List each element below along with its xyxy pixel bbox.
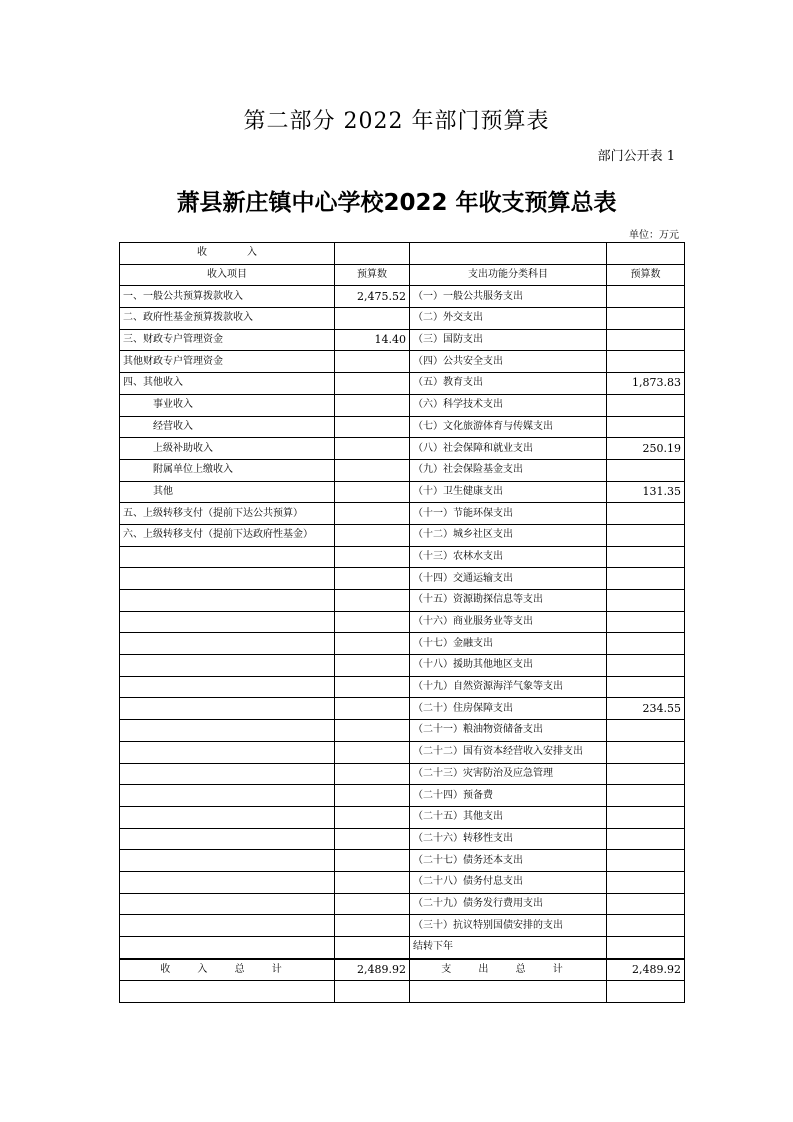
income-value-cell [335, 850, 410, 872]
income-item-cell: 经营收入 [120, 416, 335, 438]
form-number: 部门公开表 1 [597, 149, 675, 164]
income-item-cell [120, 546, 335, 568]
expenditure-item-cell: （二十九）债务发行费用支出 [410, 893, 607, 915]
income-value-cell [335, 741, 410, 763]
income-value-cell [335, 524, 410, 546]
income-item-cell [120, 698, 335, 720]
table-row [120, 286, 685, 308]
expenditure-item-cell: （十一）节能环保支出 [410, 503, 607, 525]
expenditure-item-cell: （十九）自然资源海洋气象等支出 [410, 676, 607, 698]
income-value-cell: 2,475.52 [335, 286, 410, 308]
income-item-cell: 一、一般公共预算拨款收入 [120, 286, 335, 308]
expenditure-value-cell [607, 720, 685, 742]
income-item-cell [120, 720, 335, 742]
income-value-cell [335, 503, 410, 525]
expenditure-item-cell: （五）教育支出 [410, 373, 607, 395]
main-title: 萧县新庄镇中心学校2022 年收支预算总表 [176, 190, 617, 216]
expenditure-value-cell [607, 871, 685, 893]
income-value-cell [335, 828, 410, 850]
expenditure-value-cell: 250.19 [607, 438, 685, 460]
expenditure-value-cell [607, 308, 685, 330]
expenditure-value-cell [607, 850, 685, 872]
income-item-cell: 三、财政专户管理资金 [120, 329, 335, 351]
table-row [120, 806, 685, 828]
income-value-cell: 14.40 [335, 329, 410, 351]
income-item-cell: 五、上级转移支付（提前下达公共预算） [120, 503, 335, 525]
expenditure-value-cell [607, 806, 685, 828]
expenditure-item-cell: （二十二）国有资本经营收入安排支出 [410, 741, 607, 763]
income-item-cell [120, 871, 335, 893]
table-row [120, 590, 685, 612]
income-value-cell [335, 633, 410, 655]
income-item-cell: 六、上级转移支付（提前下达政府性基金） [120, 524, 335, 546]
income-item-cell: 上级补助收入 [120, 438, 335, 460]
income-item-cell [120, 806, 335, 828]
expenditure-item-cell: （二十）住房保障支出 [410, 698, 607, 720]
table-row [120, 698, 685, 720]
table-row [120, 568, 685, 590]
income-item-cell: 二、政府性基金预算拨款收入 [120, 308, 335, 330]
expenditure-value-cell [607, 329, 685, 351]
budget-table [119, 242, 685, 1003]
income-item-cell [120, 568, 335, 590]
income-item-cell [120, 937, 335, 959]
table-row [120, 438, 685, 460]
income-item-cell [120, 611, 335, 633]
header-empty-cell [607, 243, 685, 265]
income-item-cell [120, 741, 335, 763]
income-item-cell: 附属单位上缴收入 [120, 459, 335, 481]
table-row [120, 459, 685, 481]
income-value-cell [335, 785, 410, 807]
expenditure-item-cell: （二十一）粮油物资储备支出 [410, 720, 607, 742]
income-value-cell [335, 893, 410, 915]
income-value-cell [335, 611, 410, 633]
income-value-cell [335, 481, 410, 503]
income-item-cell [120, 850, 335, 872]
empty-cell [607, 981, 685, 1003]
expenditure-item-cell: （一）一般公共服务支出 [410, 286, 607, 308]
table-row [120, 937, 685, 959]
totals-row [120, 959, 685, 981]
table-row [120, 893, 685, 915]
expenditure-value-cell [607, 785, 685, 807]
income-item-cell [120, 828, 335, 850]
expenditure-value-cell [607, 459, 685, 481]
income-item-cell [120, 915, 335, 937]
empty-row [120, 981, 685, 1003]
income-item-cell [120, 676, 335, 698]
expenditure-value-cell [607, 394, 685, 416]
income-value-cell [335, 915, 410, 937]
expenditure-item-cell: （十三）农林水支出 [410, 546, 607, 568]
expenditure-item-cell: （二十八）债务付息支出 [410, 871, 607, 893]
expenditure-total-label: 支 出 总 计 [410, 959, 607, 981]
income-value-cell [335, 763, 410, 785]
expenditure-value-cell [607, 568, 685, 590]
expenditure-total-value: 2,489.92 [607, 959, 685, 981]
income-value-cell [335, 676, 410, 698]
table-row [120, 394, 685, 416]
income-item-cell [120, 590, 335, 612]
table-row [120, 720, 685, 742]
budget-amount-header: 预算数 [335, 264, 410, 286]
header-row-columns [120, 264, 685, 286]
unit-label: 单位：万元 [629, 230, 679, 241]
expenditure-value-cell [607, 915, 685, 937]
income-item-header: 收入项目 [120, 264, 335, 286]
income-item-cell [120, 893, 335, 915]
expenditure-item-cell: （十七）金融支出 [410, 633, 607, 655]
expenditure-value-cell [607, 655, 685, 677]
empty-cell [335, 981, 410, 1003]
income-value-cell [335, 806, 410, 828]
expenditure-value-cell: 131.35 [607, 481, 685, 503]
table-row [120, 655, 685, 677]
income-value-cell [335, 373, 410, 395]
header-empty-cell [335, 243, 410, 265]
expenditure-value-cell: 234.55 [607, 698, 685, 720]
table-row [120, 850, 685, 872]
table-row [120, 611, 685, 633]
table-row [120, 546, 685, 568]
income-item-cell [120, 763, 335, 785]
income-value-cell [335, 871, 410, 893]
expenditure-value-cell [607, 590, 685, 612]
income-item-cell: 其他财政专户管理资金 [120, 351, 335, 373]
expenditure-value-cell [607, 503, 685, 525]
expenditure-value-cell [607, 546, 685, 568]
income-value-cell [335, 438, 410, 460]
table-row [120, 828, 685, 850]
expenditure-item-cell: （二十三）灾害防治及应急管理 [410, 763, 607, 785]
part-title: 第二部分 2022 年部门预算表 [243, 109, 550, 134]
expenditure-item-cell: （四）公共安全支出 [410, 351, 607, 373]
expenditure-value-cell [607, 416, 685, 438]
expenditure-value-cell [607, 937, 685, 959]
expenditure-item-header: 支出功能分类科目 [410, 264, 607, 286]
income-item-cell: 四、其他收入 [120, 373, 335, 395]
table-row [120, 785, 685, 807]
expenditure-item-cell: （十六）商业服务业等支出 [410, 611, 607, 633]
table-row [120, 915, 685, 937]
empty-cell [120, 981, 335, 1003]
table-row [120, 741, 685, 763]
table-row [120, 676, 685, 698]
table-row [120, 481, 685, 503]
table-row [120, 524, 685, 546]
expenditure-item-cell: （三十）抗议特别国债安排的支出 [410, 915, 607, 937]
table-row [120, 633, 685, 655]
expenditure-item-cell: （十四）交通运输支出 [410, 568, 607, 590]
expenditure-value-cell: 1,873.83 [607, 373, 685, 395]
expenditure-item-cell: （六）科学技术支出 [410, 394, 607, 416]
income-item-cell [120, 633, 335, 655]
income-value-cell [335, 394, 410, 416]
expenditure-item-cell: （二）外交支出 [410, 308, 607, 330]
income-item-cell [120, 785, 335, 807]
income-value-cell [335, 937, 410, 959]
expenditure-item-cell: （七）文化旅游体育与传媒支出 [410, 416, 607, 438]
expenditure-value-cell [607, 741, 685, 763]
table-row [120, 351, 685, 373]
income-total-value: 2,489.92 [335, 959, 410, 981]
expenditure-item-cell: （二十四）预备费 [410, 785, 607, 807]
table-row [120, 373, 685, 395]
empty-cell [410, 981, 607, 1003]
income-value-cell [335, 590, 410, 612]
expenditure-value-cell [607, 524, 685, 546]
expenditure-value-cell [607, 828, 685, 850]
table-row [120, 308, 685, 330]
expenditure-item-cell: （二十五）其他支出 [410, 806, 607, 828]
expenditure-value-cell [607, 633, 685, 655]
header-row-income [120, 243, 685, 265]
income-value-cell [335, 351, 410, 373]
expenditure-value-cell [607, 893, 685, 915]
income-value-cell [335, 655, 410, 677]
table-row [120, 416, 685, 438]
expenditure-item-cell: （十五）资源勘探信息等支出 [410, 590, 607, 612]
income-total-label: 收 入 总 计 [120, 959, 335, 981]
expenditure-value-cell [607, 351, 685, 373]
expenditure-item-cell: （十八）援助其他地区支出 [410, 655, 607, 677]
expenditure-item-cell: （二十七）债务还本支出 [410, 850, 607, 872]
table-row [120, 871, 685, 893]
income-item-cell: 事业收入 [120, 394, 335, 416]
income-value-cell [335, 416, 410, 438]
table-row [120, 329, 685, 351]
budget-table-body [120, 243, 685, 1003]
income-header: 收 入 [120, 243, 335, 265]
table-row [120, 503, 685, 525]
income-value-cell [335, 546, 410, 568]
income-value-cell [335, 698, 410, 720]
income-value-cell [335, 568, 410, 590]
expenditure-item-cell: （十二）城乡社区支出 [410, 524, 607, 546]
expenditure-value-cell [607, 611, 685, 633]
income-value-cell [335, 720, 410, 742]
income-value-cell [335, 459, 410, 481]
income-item-cell: 其他 [120, 481, 335, 503]
expenditure-value-cell [607, 676, 685, 698]
expenditure-item-cell: （八）社会保障和就业支出 [410, 438, 607, 460]
expenditure-item-cell: （二十六）转移性支出 [410, 828, 607, 850]
expenditure-item-cell: （三）国防支出 [410, 329, 607, 351]
table-row [120, 763, 685, 785]
budget-amount-header-2: 预算数 [607, 264, 685, 286]
expenditure-item-cell: 结转下年 [410, 937, 607, 959]
header-empty-cell [410, 243, 607, 265]
expenditure-value-cell [607, 763, 685, 785]
expenditure-item-cell: （十）卫生健康支出 [410, 481, 607, 503]
income-item-cell [120, 655, 335, 677]
income-value-cell [335, 308, 410, 330]
expenditure-value-cell [607, 286, 685, 308]
expenditure-item-cell: （九）社会保险基金支出 [410, 459, 607, 481]
